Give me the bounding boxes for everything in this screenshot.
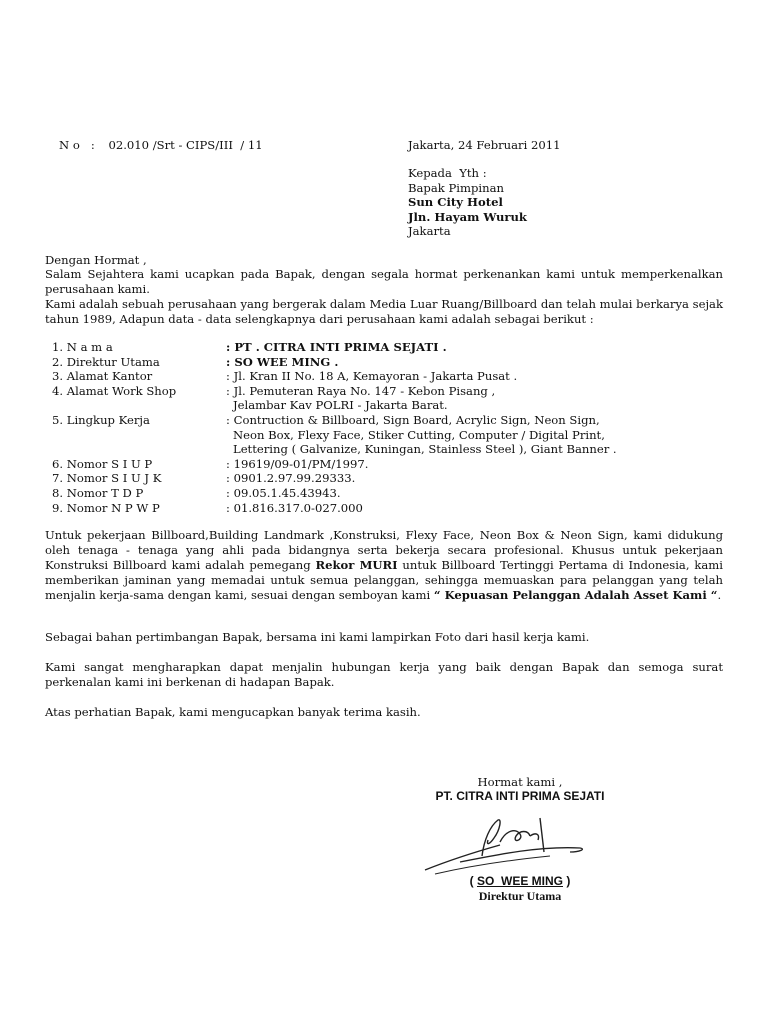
services-text-2: untuk Billboard Tertinggi Pertama di Indonesia, kami memberikan jaminan yang memadai untuk semua pelanggan, sehingga memuaskan para pelanggan yang telah menjalin kerja-sama dengan kami, sesuai dengan semboyan kami [45, 558, 723, 602]
paragraph-company: Kami adalah sebuah perusahaan yang bergerak dalam Media Luar Ruang/Billboard dan telah mulai berkarya sejak tahun 1989, Adapun data - data selengkapnya dari perusahaan kami adalah sebagai berikut : [45, 297, 723, 326]
company-label: 8. Nomor T D P [52, 485, 144, 500]
letter-date: Jakarta, 24 Februari 2011 [408, 138, 561, 152]
closing-company: PT. CITRA INTI PRIMA SEJATI [435, 789, 605, 803]
company-label: 9. Nomor N P W P [52, 500, 160, 515]
company-value: Jelambar Kav POLRI - Jakarta Barat. [233, 398, 448, 413]
recipient-block [408, 166, 527, 239]
signature-image [420, 812, 590, 882]
signatory-name-text: SO WEE MING [476, 874, 563, 888]
company-label: 2. Direktur Utama [52, 354, 160, 369]
company-value: Lettering ( Galvanize, Kuningan, Stainless Steel ), Giant Banner . [233, 442, 617, 457]
closing-regards: Hormat kami , [477, 775, 563, 789]
signatory-open: ( [469, 874, 477, 888]
company-value: : Contruction & Billboard, Sign Board, Acrylic Sign, Neon Sign, [226, 412, 600, 427]
company-value: : 19619/09-01/PM/1997. [226, 456, 369, 471]
company-label: 6. Nomor S I U P [52, 456, 153, 471]
paragraph-services [45, 528, 723, 603]
company-label: 7. Nomor S I U J K [52, 471, 162, 486]
company-value: : Jl. Pemuteran Raya No. 147 - Kebon Pisang , [226, 383, 496, 398]
company-label: 4. Alamat Work Shop [52, 383, 177, 398]
company-value: : SO WEE MING . [226, 354, 339, 369]
letter-number [59, 138, 263, 152]
services-text-1: Untuk pekerjaan Billboard,Building Landmark ,Konstruksi, Flexy Face, Neon Box & Neon Sign, kami didukung oleh tenaga - tenaga yang ahli pada bidangnya serta bekerja secara profesional. Khusus untuk pekerjaan Konstruksi Billboard kami adalah pemegang [45, 528, 723, 572]
company-value: : 01.816.317.0-027.000 [226, 500, 363, 515]
paragraph-intro: Salam Sejahtera kami ucapkan pada Bapak, dengan segala hormat perkenankan kami untuk memperkenalkan perusahaan kami. [45, 267, 723, 296]
letter-number-value: 02.010 /Srt - CIPS/III / 11 [108, 138, 263, 152]
signatory-title: Direktur Utama [478, 889, 562, 903]
recipient-line-2: Bapak Pimpinan [408, 180, 504, 195]
rekor-muri: Rekor MURI [315, 558, 398, 572]
company-value: : 0901.2.97.99.29333. [226, 471, 356, 486]
company-label: 5. Lingkup Kerja [52, 412, 150, 427]
recipient-line-3: Sun City Hotel [408, 195, 503, 210]
services-text-3: . [717, 588, 722, 602]
signatory-close: ) [563, 874, 571, 888]
company-value: : PT . CITRA INTI PRIMA SEJATI . [226, 340, 447, 354]
signatory-name [400, 874, 640, 888]
letter-number-label: N o : [59, 138, 95, 152]
company-value: Neon Box, Flexy Face, Stiker Cutting, Computer / Digital Print, [233, 427, 605, 442]
company-label: 3. Alamat Kantor [52, 369, 153, 384]
recipient-line-1: Kepada Yth : [408, 166, 487, 180]
greeting: Dengan Hormat , [45, 253, 147, 267]
paragraph-thanks: Atas perhatian Bapak, kami mengucapkan banyak terima kasih. [45, 705, 421, 719]
company-value: : Jl. Kran II No. 18 A, Kemayoran - Jakarta Pusat . [226, 369, 518, 384]
recipient-line-5: Jakarta [408, 224, 451, 239]
paragraph-hope: Kami sangat mengharapkan dapat menjalin hubungan kerja yang baik dengan Bapak dan semoga surat perkenalan kami ini berkenan di hadapan Bapak. [45, 660, 723, 689]
recipient-line-4: Jln. Hayam Wuruk [408, 209, 527, 224]
paragraph-attachment: Sebagai bahan pertimbangan Bapak, bersama ini kami lampirkan Foto dari hasil kerja kami. [45, 630, 590, 644]
company-value: : 09.05.1.45.43943. [226, 485, 341, 500]
company-motto: “ Kepuasan Pelanggan Adalah Asset Kami “ [433, 588, 718, 602]
company-label: 1. N a m a [52, 340, 113, 354]
